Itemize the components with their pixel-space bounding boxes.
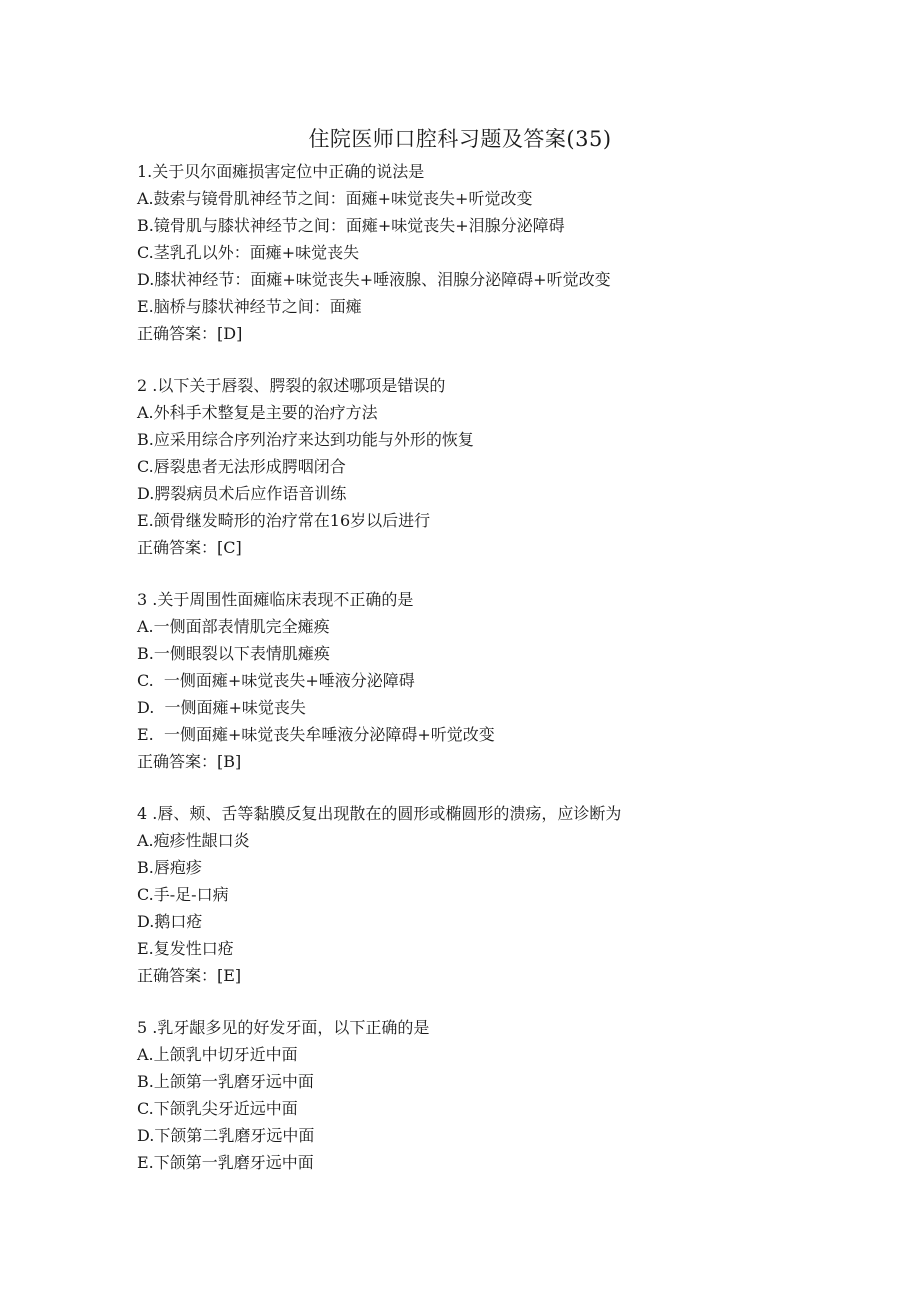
option-b: B.应采用综合序列治疗来达到功能与外形的恢复 [137,430,474,449]
question-2 [137,372,877,561]
option-e: E. 一侧面瘫+味觉丧失牟唾液分泌障碍+听觉改变 [137,725,495,744]
correct-answer: 正确答案：[E] [137,966,242,985]
question-list [137,158,877,1201]
option-a: A.一侧面部表情肌完全瘫痪 [137,617,330,636]
question-stem: 2 .以下关于唇裂、腭裂的叙述哪项是错误的 [137,376,446,395]
question-4 [137,800,877,989]
option-c: C.唇裂患者无法形成腭咽闭合 [137,457,346,476]
question-stem: 5 .乳牙龈多见的好发牙面，以下正确的是 [137,1018,430,1037]
question-stem: 4 .唇、颊、舌等黏膜反复出现散在的圆形或椭圆形的溃疡，应诊断为 [137,804,622,823]
question-5 [137,1014,877,1176]
option-b: B.上颌第一乳磨牙远中面 [137,1072,314,1091]
option-d: D. 一侧面瘫+味觉丧失 [137,698,306,717]
option-b: B.一侧眼裂以下表情肌瘫痪 [137,644,330,663]
option-c: C.下颌乳尖牙近远中面 [137,1099,298,1118]
option-e: E.复发性口疮 [137,939,234,958]
option-d: D.下颌第二乳磨牙远中面 [137,1126,315,1145]
option-a: A.鼓索与镜骨肌神经节之间：面瘫+味觉丧失+听觉改变 [137,189,533,208]
option-e: E.下颌第一乳磨牙远中面 [137,1153,314,1172]
option-d: D.腭裂病员术后应作语音训练 [137,484,347,503]
correct-answer: 正确答案：[B] [137,752,242,771]
question-stem: 1.关于贝尔面瘫损害定位中正确的说法是 [137,162,425,181]
document-title: 住院医师口腔科习题及答案(35) [308,127,612,151]
correct-answer: 正确答案：[C] [137,538,242,557]
option-c: C.茎乳孔以外：面瘫+味觉丧失 [137,243,360,262]
question-1 [137,158,877,347]
option-c: C.手-足-口病 [137,885,229,904]
option-a: A.外科手术整复是主要的治疗方法 [137,403,378,422]
correct-answer: 正确答案：[D] [137,324,243,343]
question-stem: 3 .关于周围性面瘫临床表现不正确的是 [137,590,414,609]
option-e: E.颌骨继发畸形的治疗常在16岁以后进行 [137,511,431,530]
option-e: E.脑桥与膝状神经节之间：面瘫 [137,297,362,316]
option-c: C. 一侧面瘫+味觉丧失+唾液分泌障碍 [137,671,415,690]
option-b: B.唇疱疹 [137,858,202,877]
option-a: A.疱疹性龈口炎 [137,831,250,850]
option-d: D.鹅口疮 [137,912,203,931]
question-3 [137,586,877,775]
option-b: B.镜骨肌与膝状神经节之间：面瘫+味觉丧失+泪腺分泌障碍 [137,216,565,235]
option-d: D.膝状神经节：面瘫+味觉丧失+唾液腺、泪腺分泌障碍+听觉改变 [137,270,611,289]
option-a: A.上颌乳中切牙近中面 [137,1045,298,1064]
